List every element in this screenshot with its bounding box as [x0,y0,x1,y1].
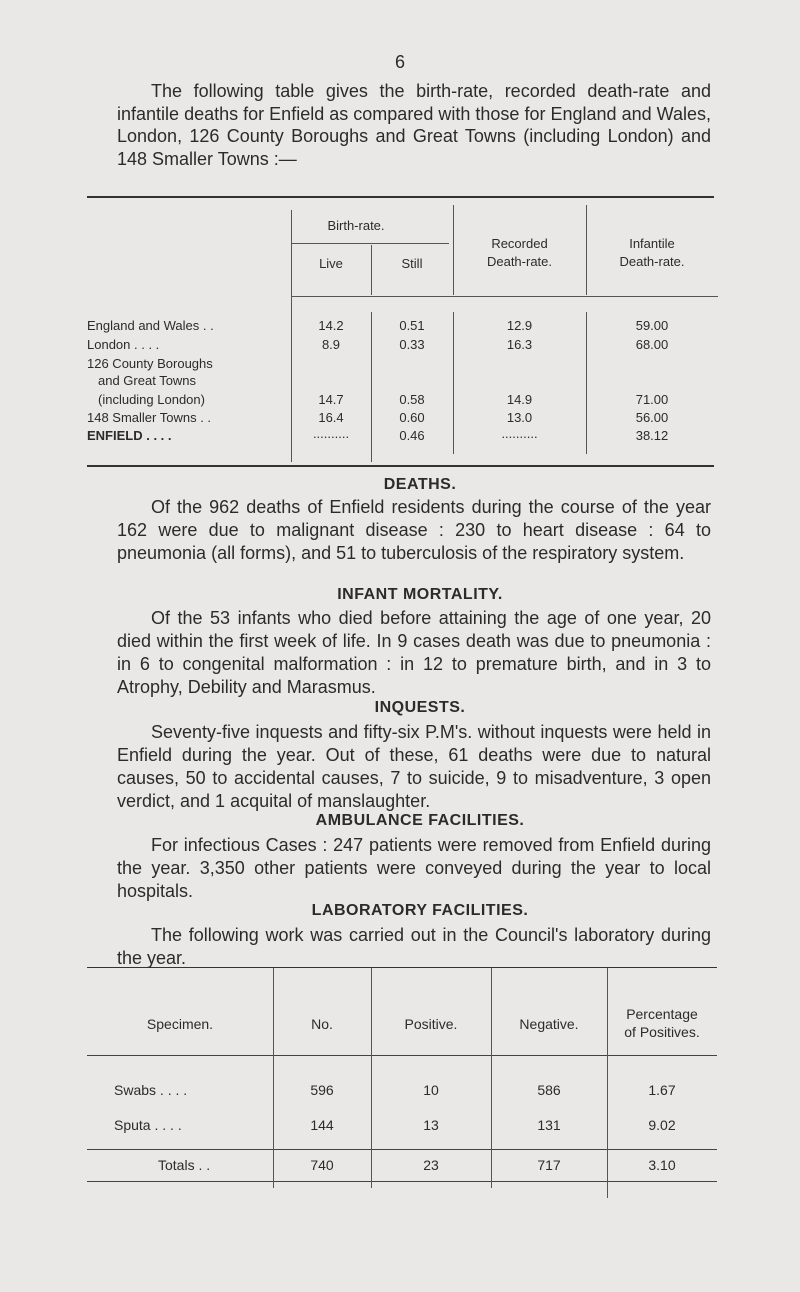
lab-header-positive: Positive. [404,1016,458,1032]
row-live: 16.4 [318,410,344,425]
row-name: (including London) [98,392,205,407]
lab-row-positive: 13 [423,1117,439,1133]
row-death: 12.9 [506,318,533,333]
lab-bottom-rule [87,1181,717,1182]
infant-mortality-heading: INFANT MORTALITY. [337,586,503,603]
laboratory-heading: LABORATORY FACILITIES. [311,902,529,919]
deaths-text: Of the 962 deaths of Enfield residents during the course of the year 162 were due to malignant disease : 230 to heart disease : 64 to pneumonia (all forms), and 51 to tuberculosis of the respiratory system. [117,497,711,563]
lab-row-negative: 586 [537,1082,561,1098]
lab-row-percentage: 9.02 [648,1117,676,1133]
header-bottom-rule [291,296,718,297]
row-still: 0.46 [399,428,425,443]
table-top-rule [87,196,714,198]
header-live: Live [319,256,343,271]
ambulance-paragraph [117,834,711,903]
row-name: England and Wales . . [87,318,214,333]
row-still: 0.58 [399,392,425,407]
row-name: 148 Smaller Towns . . [87,410,212,425]
lab-top-rule [87,967,717,968]
row-live: 8.9 [321,337,341,352]
row-name: London . . . . [87,337,160,352]
deaths-heading: DEATHS. [383,476,457,493]
header-birth-rate: Birth-rate. [327,218,385,233]
lab-col-divider [491,968,492,1188]
lab-row-specimen: Swabs . . . . [114,1082,188,1098]
inquests-paragraph [117,721,711,813]
lab-col-divider [273,968,274,1188]
intro-text: The following table gives the birth-rate, recorded death-rate and infantile deaths for Enfield as compared with those for England and Wales, London, 126 County Boroughs and Great Towns (including London) and 148 Smaller Towns :— [117,81,711,169]
page-number: 6 [394,52,405,72]
table-bottom-rule [87,465,714,467]
lab-header-no: No. [311,1016,333,1032]
row-live: .......... [312,426,350,441]
row-live: 14.7 [318,392,344,407]
row-live: 14.2 [318,318,344,333]
lab-row-no: 144 [310,1117,334,1133]
row-name: ENFIELD . . . . [87,428,172,443]
header-recorded: Recorded [491,236,548,251]
header-infantile-2: Death-rate. [619,254,685,269]
row-death: 16.3 [506,337,533,352]
row-infant: 38.12 [635,428,669,443]
laboratory-paragraph [117,924,711,970]
row-death: 13.0 [506,410,533,425]
lab-header-percentage-2: of Positives. [624,1024,700,1040]
lab-row-specimen: Sputa . . . . [114,1117,182,1133]
inquests-text: Seventy-five inquests and fifty-six P.M's. without inquests were held in Enfield during the year. Out of these, 61 deaths were due to natural causes, 50 to accidental causes, 7 to suicide, 9 to misadventure, 3 open verdict, and 1 acquital of manslaughter. [117,722,711,811]
row-infant: 68.00 [635,337,669,352]
inquests-heading: INQUESTS. [374,699,466,716]
header-infantile: Infantile [629,236,675,251]
deaths-paragraph [117,496,711,565]
lab-row-negative: 717 [537,1157,561,1173]
ambulance-heading: AMBULANCE FACILITIES. [315,812,525,829]
lab-row-percentage: 1.67 [648,1082,676,1098]
birth-rate-rule [291,243,449,244]
lab-row-negative: 131 [537,1117,561,1133]
row-still: 0.51 [399,318,425,333]
row-name: and Great Towns [98,373,197,388]
intro-paragraph [117,80,711,170]
infant-mortality-text: Of the 53 infants who died before attaining the age of one year, 20 died within the first week of life. In 9 cases death was due to pneumonia : in 6 to congenital malformation : in 12 to premature birth, and in 3 to Atrophy, Debility and Marasmus. [117,608,711,697]
lab-col-divider [371,968,372,1188]
header-still: Still [401,256,423,271]
row-infant: 71.00 [635,392,669,407]
lab-header-percentage: Percentage [626,1006,698,1022]
lab-row-no: 596 [310,1082,334,1098]
lab-header-rule [87,1055,717,1056]
row-infant: 59.00 [635,318,669,333]
row-still: 0.60 [399,410,425,425]
lab-header-specimen: Specimen. [146,1016,214,1032]
lab-row-positive: 23 [423,1157,439,1173]
row-death: .......... [501,426,538,441]
laboratory-text: The following work was carried out in the Council's laboratory during the year. [117,925,711,968]
lab-header-negative: Negative. [519,1016,579,1032]
row-infant: 56.00 [635,410,669,425]
lab-row-specimen: Totals . . [158,1157,211,1173]
lab-row-positive: 10 [423,1082,439,1098]
lab-totals-rule [87,1149,717,1150]
header-recorded-2: Death-rate. [486,254,553,269]
lab-row-no: 740 [310,1157,334,1173]
row-death: 14.9 [506,392,533,407]
lab-row-percentage: 3.10 [648,1157,676,1173]
row-name: 126 County Boroughs [87,356,213,371]
infant-mortality-paragraph [117,607,711,699]
ambulance-text: For infectious Cases : 247 patients were removed from Enfield during the year. 3,350 other patients were conveyed during the year to local hospitals. [117,835,711,901]
row-still: 0.33 [399,337,425,352]
